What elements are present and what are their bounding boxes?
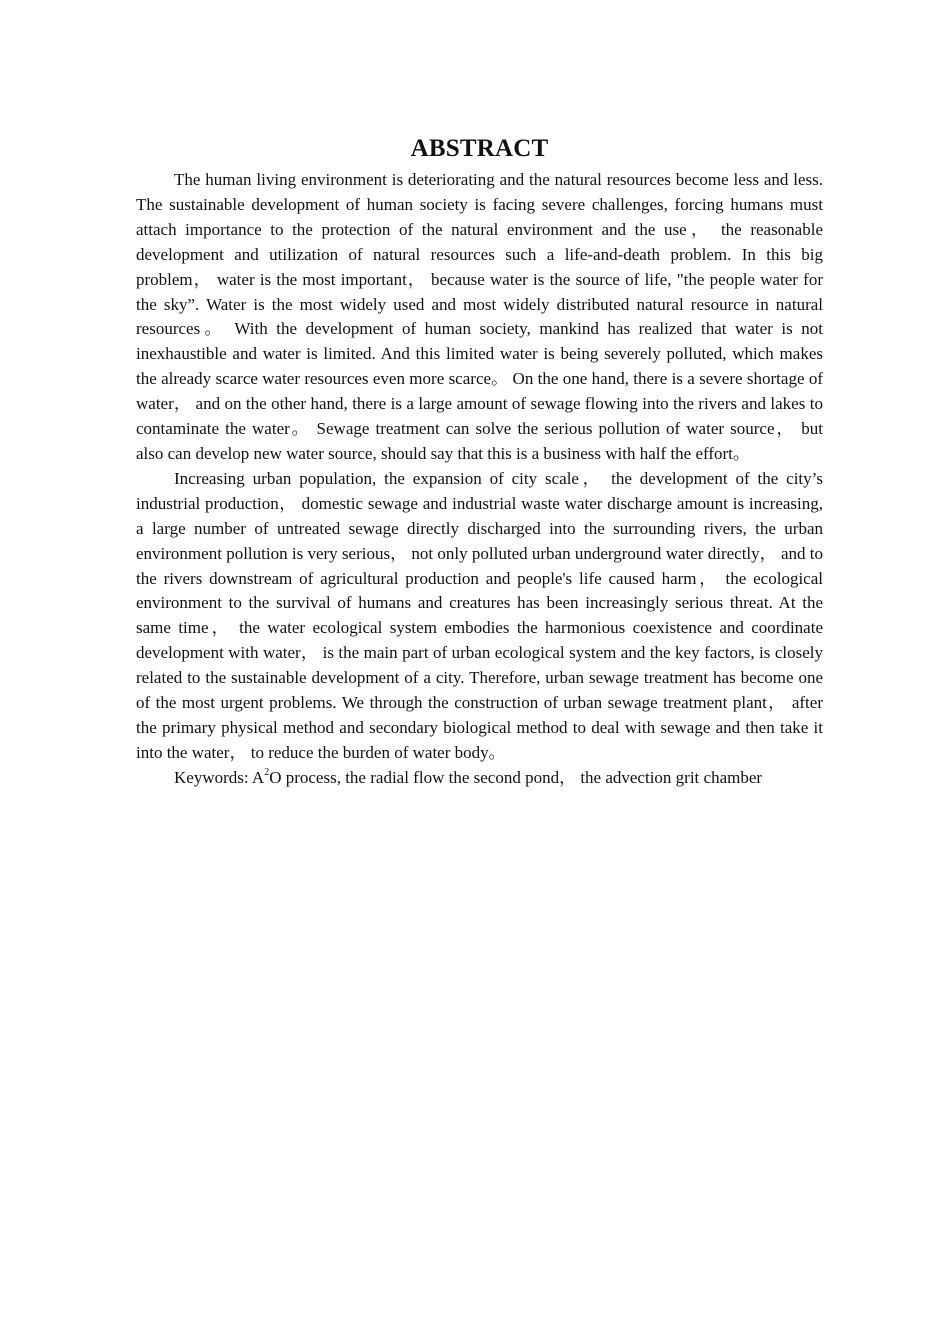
keywords-line (136, 766, 823, 791)
keywords-rest: O process, the radial flow the second pond， the advection grit chamber (269, 767, 763, 787)
keywords-superscript: 2 (264, 767, 270, 779)
abstract-paragraph-2: Increasing urban population, the expansion of city scale， the development of the city’s industrial production， domestic sewage and industrial waste water discharge amount is increasing, a large number of untreated sewage directly discharged into the surrounding rivers, the urban environment pollution is very serious， not only polluted urban underground water directly， and to the rivers downstream of agricultural production and people's life caused harm， the ecological environment to the survival of humans and creatures has been increasingly serious threat. At the same time， the water ecological system embodies the harmonious coexistence and coordinate development with water， is the main part of urban ecological system and the key factors, is closely related to the sustainable development of a city. Therefore, urban sewage treatment has become one of the most urgent problems. We through the construction of urban sewage treatment plant， after the primary physical method and secondary biological method to deal with sewage and then take it into the water， to reduce the burden of water body。 (136, 468, 823, 762)
abstract-title: ABSTRACT (410, 135, 549, 162)
abstract-section (136, 133, 823, 791)
abstract-paragraph-1: The human living environment is deteriorating and the natural resources become less and less. The sustainable development of human society is facing severe challenges, forcing humans must attach importance to the protection of the natural environment and the use， the reasonable development and utilization of natural resources such a life-and-death problem. In this big problem， water is the most important， because water is the source of life, "the people water for the sky”. Water is the most widely used and most widely distributed natural resource in natural resources。 With the development of human society, mankind has realized that water is not inexhaustible and water is limited. And this limited water is being severely polluted, which makes the already scarce water resources even more scarce。 On the one hand, there is a severe shortage of water， and on the other hand, there is a large amount of sewage flowing into the rivers and lakes to contaminate the water。 Sewage treatment can solve the serious pollution of water source， but also can develop new water source, should say that this is a business with half the effort。 (136, 170, 823, 463)
keywords-prefix: Keywords: A (174, 767, 265, 787)
